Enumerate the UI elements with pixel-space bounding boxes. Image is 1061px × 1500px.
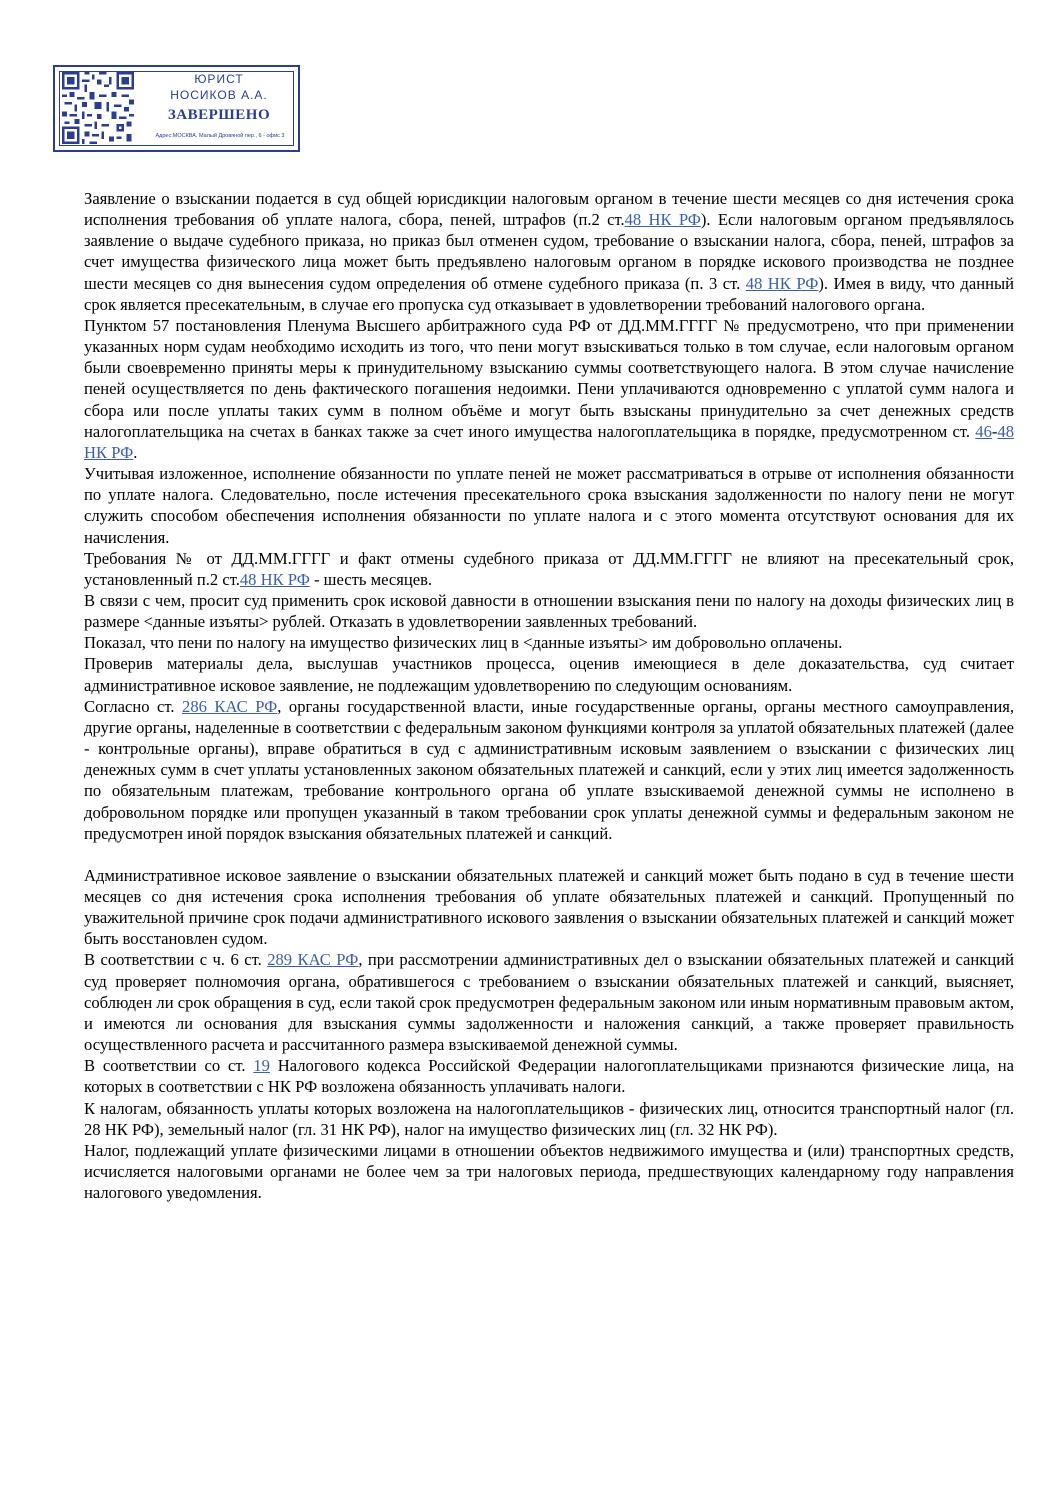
stamp-title: ЮРИСТ: [194, 72, 244, 86]
law-link-nk48[interactable]: 48 НК РФ: [84, 421, 1014, 462]
lawyer-stamp: [53, 65, 300, 152]
paragraph: В соответствии со ст. 19 Налогового кодекса Российской Федерации налогоплательщиками признаются физические лица, на которых в соответствии с НК РФ возложена обязанность уплачивать налоги.: [84, 1056, 1014, 1097]
law-link-nk46[interactable]: 46: [975, 421, 992, 441]
law-link-nk48[interactable]: 48 НК РФ: [239, 569, 310, 589]
qr-code-icon: [62, 72, 134, 144]
paragraph: В связи с чем, просит суд применить срок исковой давности в отношении взыскания пени по налогу на доходы физических лиц в размере <данные изъяты> рублей. Отказать в удовлетворении заявленных требований.: [84, 590, 1014, 632]
paragraph: Заявление о взыскании подается в суд общей юрисдикции налоговым органом в течение шести месяцев со дня истечения срока исполнения требования об уплате налога, сбора, пеней, штрафов (п.2 ст.48 НК РФ). Если налоговым органом предъявлялось заявление о выдаче судебного приказа, но приказ был отменен судом, требование о взыскании налога, сбора, пеней, штрафов за счет имущества физического лица может быть предъявлено налоговым органом в порядке искового производства не позднее шести месяцев со дня вынесения судом определения об отмене судебного приказа (п. 3 ст. 48 НК РФ). Имея в виду, что данный срок является пресекательным, в случае его пропуска суд отказывает в удовлетворении требований налогового органа.: [84, 189, 1014, 314]
stamp-lawyer-name: НОСИКОВ А.А.: [170, 88, 268, 102]
paragraph: К налогам, обязанность уплаты которых возложена на налогоплательщиков - физических лиц, относится транспортный налог (гл. 28 НК РФ), земельный налог (гл. 31 НК РФ), налог на имущество физических лиц (гл. 32 НК РФ).: [84, 1098, 1014, 1139]
paragraph: Требования № от ДД.ММ.ГГГГ и факт отмены судебного приказа от ДД.ММ.ГГГГ не влияют на пресекательный срок, установленный п.2 ст.48 НК РФ - шесть месяцев.: [84, 548, 1014, 589]
document-body: [84, 188, 1014, 1203]
paragraph: Показал, что пени по налогу на имущество физических лиц в <данные изъяты> им добровольно оплачены.: [84, 633, 843, 653]
stamp-status: ЗАВЕРШЕНО: [167, 107, 271, 123]
paragraph: Пунктом 57 постановления Пленума Высшего арбитражного суда РФ от ДД.ММ.ГГГГ № предусмотрено, что при применении указанных норм судам необходимо исходить из того, что пени могут взыскиваться только в том случае, если налоговым органом были своевременно приняты меры к принудительному взысканию суммы соответствующего налога. В этом случае начисление пеней осуществляется по день фактического погашения недоимки. Пени уплачиваются одновременно с уплатой сумм налога и сбора или после уплаты таких сумм в полном объёме и могут быть взысканы принудительно за счет денежных средств налогоплательщика на счетах в банках также за счет иного имущества налогоплательщика в порядке, предусмотренном ст. 46-48 НК РФ.: [84, 315, 1014, 462]
paragraph: Административное исковое заявление о взыскании обязательных платежей и санкций может быть подано в суд в течение шести месяцев со дня истечения срока исполнения требования об уплате обязательных платежей и санкций. Пропущенный по уважительной причине срок подачи административного искового заявления о взыскании обязательных платежей и санкций может быть восстановлен судом.: [84, 865, 1014, 949]
law-link-nk48[interactable]: 48 НК РФ: [624, 210, 701, 230]
law-link-kas289[interactable]: 289 КАС РФ: [267, 950, 359, 970]
law-link-kas286[interactable]: 286 КАС РФ: [182, 696, 278, 716]
law-link-nk19[interactable]: 19: [253, 1056, 270, 1076]
paragraph: Налог, подлежащий уплате физическими лицами в отношении объектов недвижимого имущества и (или) транспортных средств, исчисляется налоговыми органами не более чем за три налоговых периода, предшествующих календарному году направления налогового уведомления.: [84, 1140, 1014, 1203]
paragraph: Учитывая изложенное, исполнение обязанности по уплате пеней не может рассматриваться в отрыве от исполнения обязанности по уплате налога. Следовательно, после истечения пресекательного срока взыскания задолженности по налогу пени не могут служить способом обеспечения исполнения обязанности по уплате налога и с этого момента отсутствуют основания для их начисления.: [84, 464, 1014, 547]
paragraph: Согласно ст. 286 КАС РФ, органы государственной власти, иные государственные органы, органы местного самоуправления, другие органы, наделенные в соответствии с федеральным законом функциями контроля за уплатой обязательных платежей (далее - контрольные органы), вправе обратиться в суд с административным исковым заявлением о взыскании с физических лиц денежных сумм в счет уплаты установленных законом обязательных платежей и санкций, если у этих лиц имеется задолженность по обязательным платежам, требование контрольного органа об уплате взыскиваемой денежной суммы не исполнено в добровольном порядке или пропущен указанный в таком требовании срок уплаты денежной суммы и федеральным законом не предусмотрен иной порядок взыскания обязательных платежей и санкций.: [84, 696, 1014, 843]
paragraph: В соответствии с ч. 6 ст. 289 КАС РФ, при рассмотрении административных дел о взыскании обязательных платежей и санкций суд проверяет полномочия органа, обратившегося с требованием о взыскании обязательных платежей и санкций, выясняет, соблюден ли срок обращения в суд, если такой срок предусмотрен федеральным законом или иным нормативным правовым актом, и имеются ли основания для взыскания суммы задолженности и наложения санкций, а также проверяет правильность осуществленного расчета и рассчитанного размера взыскиваемой денежной суммы.: [84, 950, 1014, 1055]
stamp-address: Адрес:МОСКВА, Малый Дровяной пер., 6 - офис 3: [155, 133, 285, 139]
law-link-nk48[interactable]: 48 НК РФ: [745, 273, 819, 293]
paragraph: Проверив материалы дела, выслушав участников процесса, оценив имеющиеся в деле доказательства, суд считает административное исковое заявление, не подлежащим удовлетворению по следующим основаниям.: [84, 654, 1014, 695]
